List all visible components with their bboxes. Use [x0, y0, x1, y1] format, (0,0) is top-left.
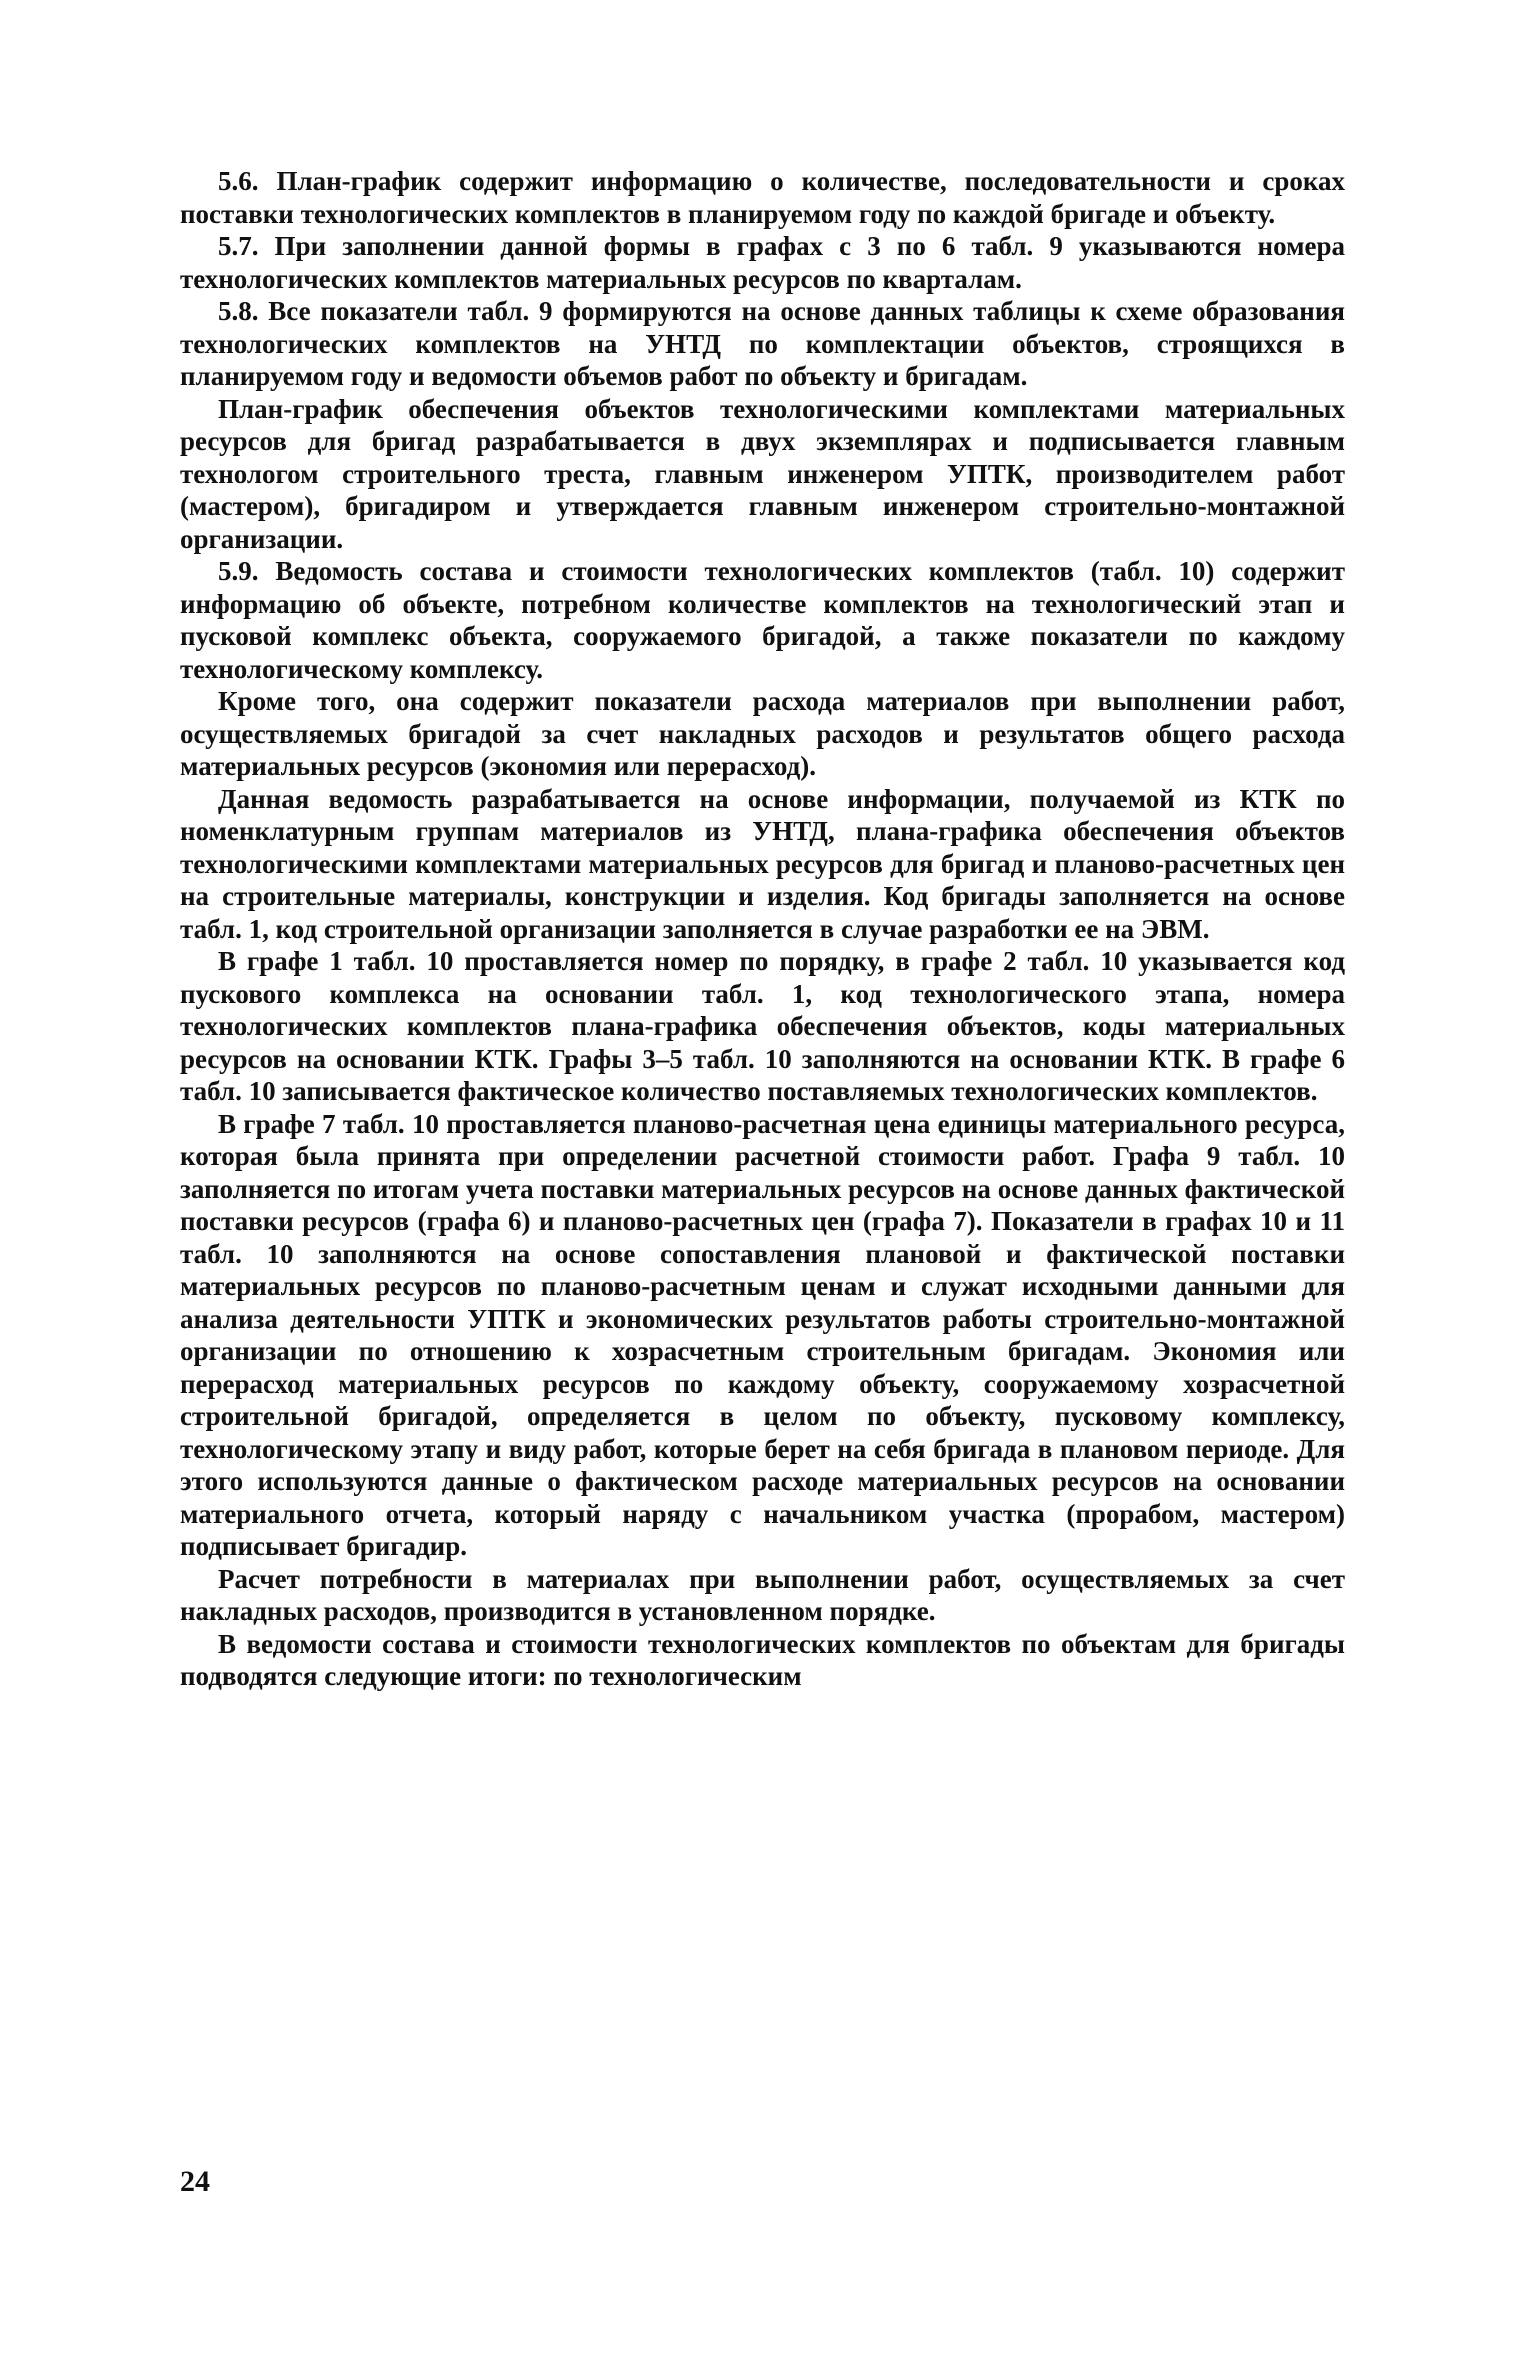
page-number: 24 [180, 2165, 210, 2198]
paragraph-columns-7-11: В графе 7 табл. 10 проставляется планово-расчетная цена единицы материального ресурса, которая была принята при определении расчетной стоимости работ. Графа 9 табл. 10 заполняется по итогам учета поставки материальных ресурсов на основе данных фактической поставки ресурсов (графа 6) и планово-расчетных цен (графа 7). Показатели в графах 10 и 11 табл. 10 заполняются на основе сопоставления плановой и фактической поставки материальных ресурсов по планово-расчетным ценам и служат исходными данными для анализа деятельности УПТК и экономических результатов работы строительно-монтажной организации по отношению к хозрасчетным строительным бригадам. Экономия или перерасход материальных ресурсов по каждому объекту, сооружаемому хозрасчетной строительной бригадой, определяется в целом по объекту, пусковому комплексу, технологическому этапу и виду работ, которые берет на себя бригада в плановом периоде. Для этого используются данные о фактическом расходе материальных ресурсов на основании материального отчета, который наряду с начальником участка (прорабом, мастером) подписывает бригадир. [180, 1108, 1345, 1561]
paragraph-overhead-calculation: Расчет потребности в материалах при выполнении работ, осуществляемых за счет накладных расходов, производится в установленном порядке. [180, 1563, 1345, 1626]
paragraph-plan-approval: План-график обеспечения объектов технологическими комплектами материальных ресурсов для бригад разрабатывается в двух экземплярах и подписывается главным технологом строительного треста, главным инженером УПТК, производителем работ (мастером), бригадиром и утверждается главным инженером строительно-монтажной организации. [180, 393, 1345, 554]
paragraph-totals: В ведомости состава и стоимости технологических комплектов по объектам для бригады подводятся следующие итоги: по технологическим [180, 1628, 1345, 1691]
paragraph-5-9: 5.9. Ведомость состава и стоимости технологических комплектов (табл. 10) содержит информацию об объекте, потребном количестве комплектов на технологический этап и пусковой комплекс объекта, сооружаемого бригадой, а также показатели по каждому технологическому комплексу. [180, 556, 1345, 684]
paragraph-statement-basis: Данная ведомость разрабатывается на основе информации, получаемой из КТК по номенклатурным группам материалов из УНТД, плана-графика обеспечения объектов технологическими комплектами материальных ресурсов для бригад и планово-расчетных цен на строительные материалы, конструкции и изделия. Код бригады заполняется на основе табл. 1, код строительной организации заполняется в случае разработки ее на ЭВМ. [180, 783, 1345, 944]
paragraph-columns-1-6: В графе 1 табл. 10 проставляется номер по порядку, в графе 2 табл. 10 указывается код пускового комплекса на основании табл. 1, код технологического этапа, номера технологических комплектов плана-графика обеспечения объектов, коды материальных ресурсов на основании КТК. Графы 3–5 табл. 10 заполняются на основании КТК. В графе 6 табл. 10 записывается фактическое количество поставляемых технологических комплектов. [180, 946, 1345, 1106]
paragraph-5-7: 5.7. При заполнении данной формы в графах с 3 по 6 табл. 9 указываются номера технологических комплектов материальных ресурсов по кварталам. [180, 231, 1345, 294]
paragraph-5-8: 5.8. Все показатели табл. 9 формируются на основе данных таблицы к схеме образования технологических комплектов на УНТД по комплектации объектов, строящихся в планируемом году и ведомости объемов работ по объекту и бригадам. [180, 296, 1345, 391]
paragraph-5-6: 5.6. План-график содержит информацию о количестве, последовательности и сроках поставки технологических комплектов в планируемом году по каждой бригаде и объекту. [180, 166, 1345, 229]
paragraph-overhead-materials: Кроме того, она содержит показатели расхода материалов при выполнении работ, осуществляемых бригадой за счет накладных расходов и результатов общего расхода материальных ресурсов (экономия или перерасход). [180, 686, 1345, 781]
page-body [180, 165, 1345, 1693]
